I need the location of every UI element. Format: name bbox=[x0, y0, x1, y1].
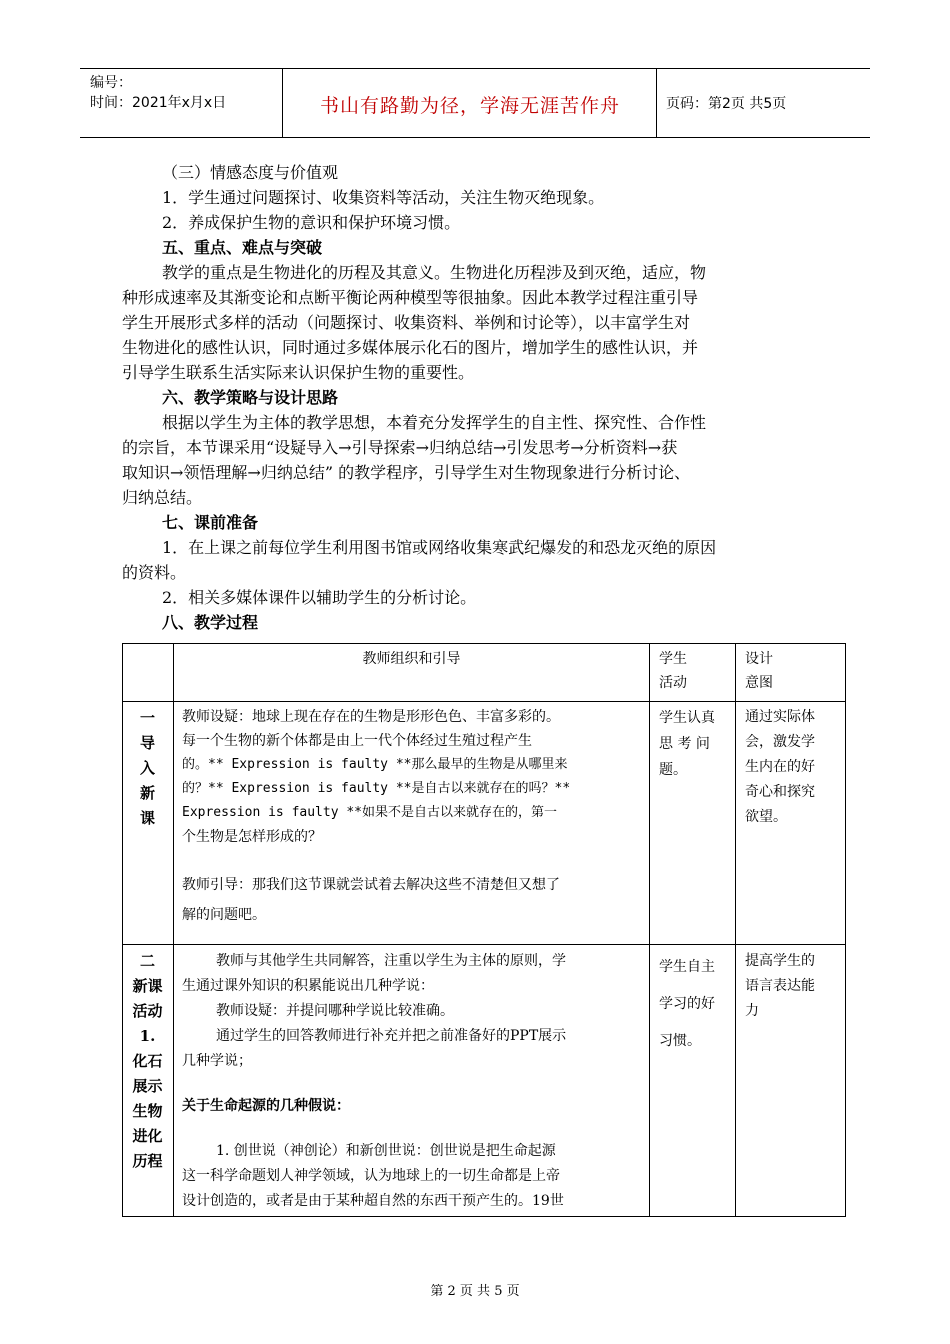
section5-line4: 生物进化的感性认识，同时通过多媒体展示化石的图片，增加学生的感性认识，并 bbox=[122, 338, 699, 357]
row1-design-intent: 通过实际体 会，激发学 生内在的好 奇心和探究 欲望。 bbox=[745, 709, 815, 825]
section6-line1: 根据以学生为主体的教学思想，本着充分发挥学生的自主性、探究性、合作性 bbox=[162, 413, 707, 432]
row2-design-intent: 提高学生的 语言表达能 力 bbox=[745, 953, 815, 1019]
section6-line3: 取知识→领悟理解→归纳总结” 的教学程序，引导学生对生物现象进行分析讨论、 bbox=[122, 463, 691, 482]
section7-line3: 2．相关多媒体课件以辅助学生的分析讨论。 bbox=[162, 588, 477, 607]
time-label: 时间：2021年x月x日 bbox=[90, 95, 227, 111]
section3-item1: 1．学生通过问题探讨、收集资料等活动，关注生物灭绝现象。 bbox=[162, 188, 605, 207]
header-meta bbox=[90, 73, 226, 113]
section5-line5: 引导学生联系生活实际来认识保护生物的重要性。 bbox=[122, 363, 475, 382]
row1-teacher-text: 教师设疑：地球上现在存在的生物是形形色色、丰富多彩的。 每一个生物的新个体都是由上一代个体经过生殖过程产生 的。** Expression is faulty **那么最早的生物是从哪里来 的？** Expression is faulty **是自古以来就存在的吗？** Expression is faulty **如果不是自古以来就存在的，第一 个生物是怎样形成的？ 教师引导：那我们这节课就尝试着去解决这些不清楚但又想了 解的问题吧。 bbox=[182, 709, 571, 923]
page-footer: 第 2 页 共 5 页 bbox=[430, 1284, 520, 1299]
section7-line2: 的资料。 bbox=[122, 563, 187, 582]
section6-line2: 的宗旨，本节课采用“设疑导入→引导探索→归纳总结→引发思考→分析资料→获 bbox=[122, 438, 678, 457]
header-motto: 书山有路勤为径，学海无涯苦作舟 bbox=[319, 95, 620, 117]
section5-line2: 种形成速率及其渐变论和点断平衡论两种模型等很抽象。因此本教学过程注重引导 bbox=[122, 288, 699, 307]
page-header bbox=[80, 68, 870, 138]
number-label: 编号： bbox=[90, 75, 132, 91]
section7-title: 七、课前准备 bbox=[162, 513, 259, 532]
section5-line3: 学生开展形式多样的活动（问题探讨、收集资料、举例和讨论等），以丰富学生对 bbox=[122, 313, 691, 332]
section6-line4: 归纳总结。 bbox=[122, 488, 203, 507]
section7-line1: 1．在上课之前每位学生利用图书馆或网络收集寒武纪爆发的和恐龙灭绝的原因 bbox=[162, 538, 717, 557]
header-page-info: 页码：第2页 共5页 bbox=[666, 96, 787, 112]
section8-title: 八、教学过程 bbox=[162, 613, 259, 632]
row1-student-activity: 学生认真 思 考 问 题。 bbox=[659, 710, 715, 778]
section5-title: 五、重点、难点与突破 bbox=[162, 238, 323, 257]
section3-title: （三）情感态度与价值观 bbox=[162, 163, 339, 182]
section5-line1: 教学的重点是生物进化的历程及其意义。生物进化历程涉及到灭绝，适应，物 bbox=[162, 263, 707, 282]
stage-label-intro: 一 导 入 新 课 bbox=[139, 709, 155, 827]
teaching-process-table bbox=[122, 643, 846, 1217]
section3-item2: 2．养成保护生物的意识和保护环境习惯。 bbox=[162, 213, 461, 232]
col-header-teacher: 教师组织和引导 bbox=[362, 651, 461, 667]
col-header-student: 学生 活动 bbox=[659, 651, 687, 691]
col-header-design: 设计 意图 bbox=[745, 651, 773, 691]
row2-teacher-text: 教师与其他学生共同解答，注重以学生为主体的原则，学 生通过课外知识的积累能说出几种学说： 教师设疑：并提问哪种学说比较准确。 通过学生的回答教师进行补充并把之前准备好的PPT展示 几种学说； 关于生命起源的几种假说： 1. 创世说（神创论）和新创世说：创世说是把生命起源 这一科学命题划人神学领域，认为地球上的一切生命都是上帝 设计创造的，或者是由于某种超自然的东西干预产生的。19世 bbox=[182, 953, 567, 1209]
section6-title: 六、教学策略与设计思路 bbox=[162, 388, 339, 407]
row2-student-activity: 学生自主 学习的好 习惯。 bbox=[659, 959, 715, 1049]
stage-label-new-lesson: 二 新课 活动 1. 化石 展示 生物 进化 历程 bbox=[132, 952, 163, 1170]
